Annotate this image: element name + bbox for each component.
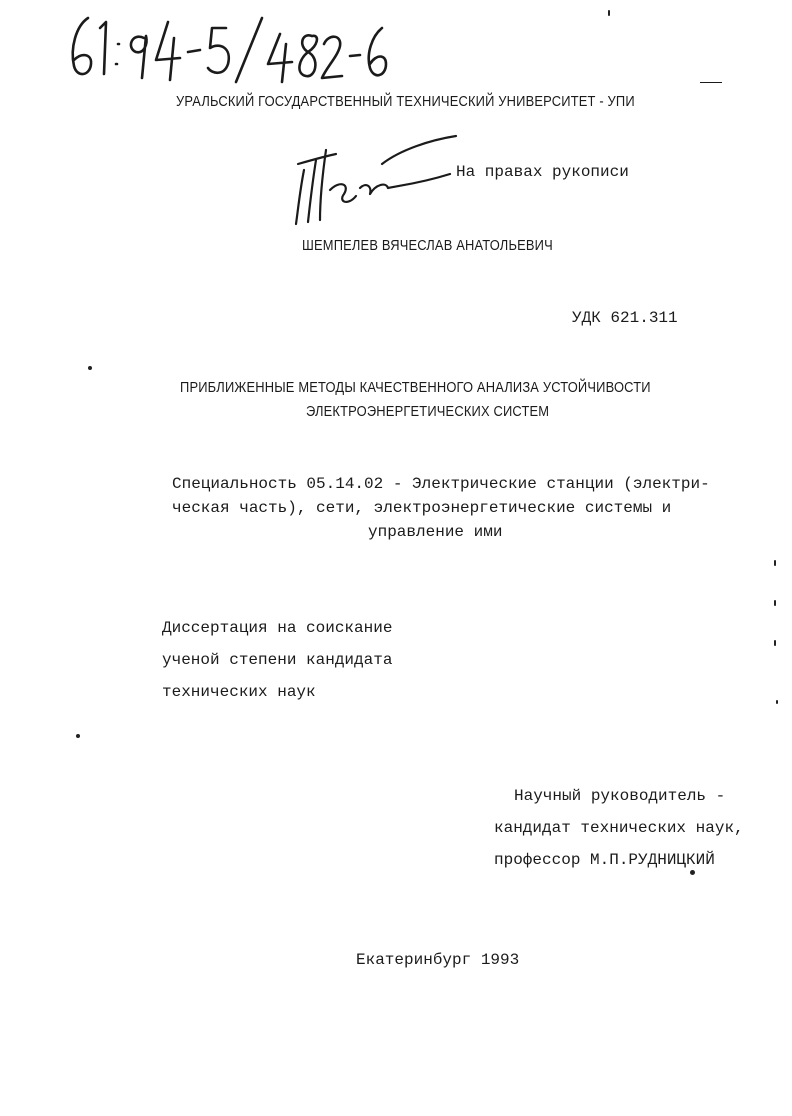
scan-speck [776, 700, 778, 704]
scan-speck [76, 734, 80, 738]
scan-speck [774, 600, 776, 606]
dissertation-title-line-1: ПРИБЛИЖЕННЫЕ МЕТОДЫ КАЧЕСТВЕННОГО АНАЛИЗА УСТОЙЧИВОСТИ [180, 379, 651, 396]
degree-line-3: технических наук [162, 683, 316, 701]
supervisor-line-1: Научный руководитель - [514, 787, 726, 805]
degree-line-2: ученой степени кандидата [162, 651, 393, 669]
specialty-line-2: ческая часть), сети, электроэнергетические системы и [172, 499, 672, 517]
dissertation-title-line-2: ЭЛЕКТРОЭНЕРГЕТИЧЕСКИХ СИСТЕМ [306, 403, 550, 420]
ruler-mark [700, 82, 722, 83]
place-and-year: Екатеринбург 1993 [356, 951, 520, 969]
scan-speck [774, 560, 776, 566]
university-name: УРАЛЬСКИЙ ГОСУДАРСТВЕННЫЙ ТЕХНИЧЕСКИЙ УНИВЕРСИТЕТ - УПИ [176, 93, 635, 110]
handwritten-archive-code [58, 8, 388, 88]
supervisor-line-2: кандидат технических наук, [494, 819, 744, 837]
supervisor-line-3: профессор М.П.РУДНИЦКИЙ [494, 851, 715, 869]
scan-speck [690, 870, 695, 875]
scan-speck [608, 10, 610, 16]
author-signature [290, 130, 460, 230]
author-name: ШЕМПЕЛЕВ ВЯЧЕСЛАВ АНАТОЛЬЕВИЧ [302, 237, 553, 254]
udc-code: УДК 621.311 [572, 309, 678, 327]
scan-speck [774, 640, 776, 646]
manuscript-rights-note: На правах рукописи [456, 163, 629, 181]
specialty-line-3: управление ими [368, 523, 503, 541]
scan-speck [88, 366, 92, 370]
degree-line-1: Диссертация на соискание [162, 619, 393, 637]
specialty-line-1: Специальность 05.14.02 - Электрические станции (электри- [172, 475, 710, 493]
